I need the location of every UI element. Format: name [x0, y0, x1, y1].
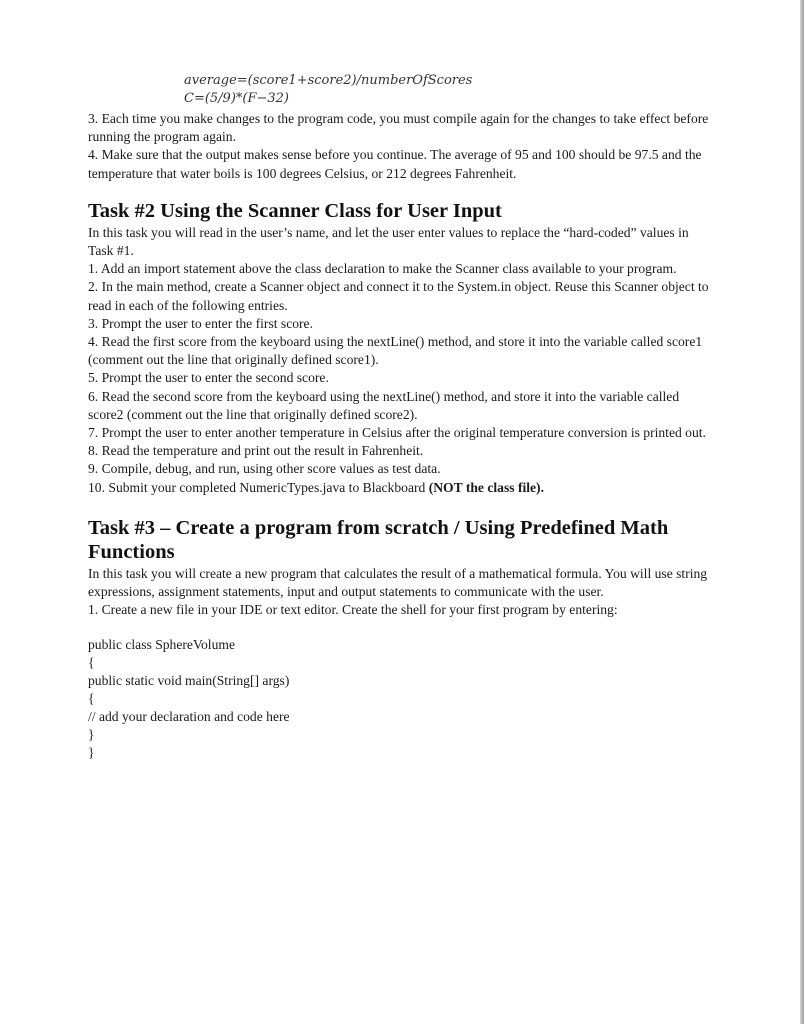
task2-heading: Task #2 Using the Scanner Class for User Input [88, 199, 502, 222]
celsius-formula: C=(5/9)*(F−32) [184, 91, 290, 106]
page-edge-shadow [800, 0, 804, 1024]
code-class-line: public class SphereVolume [88, 637, 235, 653]
task2-item-9: 9. Compile, debug, and run, using other score values as test data. [88, 461, 441, 477]
task3-heading: Task #3 – Create a program from scratch / Using Predefined Math Functions [88, 516, 669, 563]
task2-item-4: 4. Read the first score from the keyboard using the nextLine() method, and store it into the variable called score1 (comment out the line that originally defined score1). [88, 334, 703, 368]
task2-item-10-text: 10. Submit your completed NumericTypes.java to Blackboard [88, 479, 429, 495]
task2-item-6: 6. Read the second score from the keyboard using the nextLine() method, and store it into the variable called score2 (comment out the line that originally defined score2). [88, 388, 680, 422]
task2-item-1: 1. Add an import statement above the class declaration to make the Scanner class available to your program. [88, 261, 677, 277]
intro-item-3: 3. Each time you make changes to the program code, you must compile again for the changes to take effect before running the program again. [88, 111, 709, 145]
task2-item-10-bold: (NOT the class file). [428, 479, 544, 495]
task2-item-2: 2. In the main method, create a Scanner object and connect it to the System.in object. Reuse this Scanner object to read in each of the following entries. [88, 279, 709, 313]
code-close-brace: } [88, 727, 95, 743]
code-open-brace: { [88, 655, 95, 671]
task3-intro: In this task you will create a new program that calculates the result of a mathematical formula. You will use string expressions, assignment statements, input and output statements to communicate with the user. [88, 565, 708, 600]
intro-item-4: 4. Make sure that the output makes sense before you continue. The average of 95 and 100 should be 97.5 and the temperature that water boils is 100 degrees Celsius, or 212 degrees Fahrenheit. [88, 147, 702, 181]
average-formula: average=(score1+score2)/numberOfScores [184, 73, 473, 88]
task2-intro: In this task you will read in the user’s name, and let the user enter values to replace the “hard-coded” values in Task #1. [88, 224, 689, 259]
code-main-line: public static void main(String[] args) [88, 673, 290, 689]
code-comment-line: // add your declaration and code here [88, 709, 290, 725]
task2-item-8: 8. Read the temperature and print out the result in Fahrenheit. [88, 443, 424, 459]
task3-item-1: 1. Create a new file in your IDE or text editor. Create the shell for your first program by entering: [88, 602, 618, 618]
code-block [88, 636, 713, 762]
code-close-brace: } [88, 745, 95, 761]
code-open-brace: { [88, 691, 95, 707]
task2-item-5: 5. Prompt the user to enter the second score. [88, 370, 329, 386]
task2-item-3: 3. Prompt the user to enter the first score. [88, 315, 313, 331]
document-content [88, 72, 713, 762]
task2-item-7: 7. Prompt the user to enter another temperature in Celsius after the original temperature conversion is printed out. [88, 425, 706, 441]
task2-item-10 [88, 479, 713, 497]
